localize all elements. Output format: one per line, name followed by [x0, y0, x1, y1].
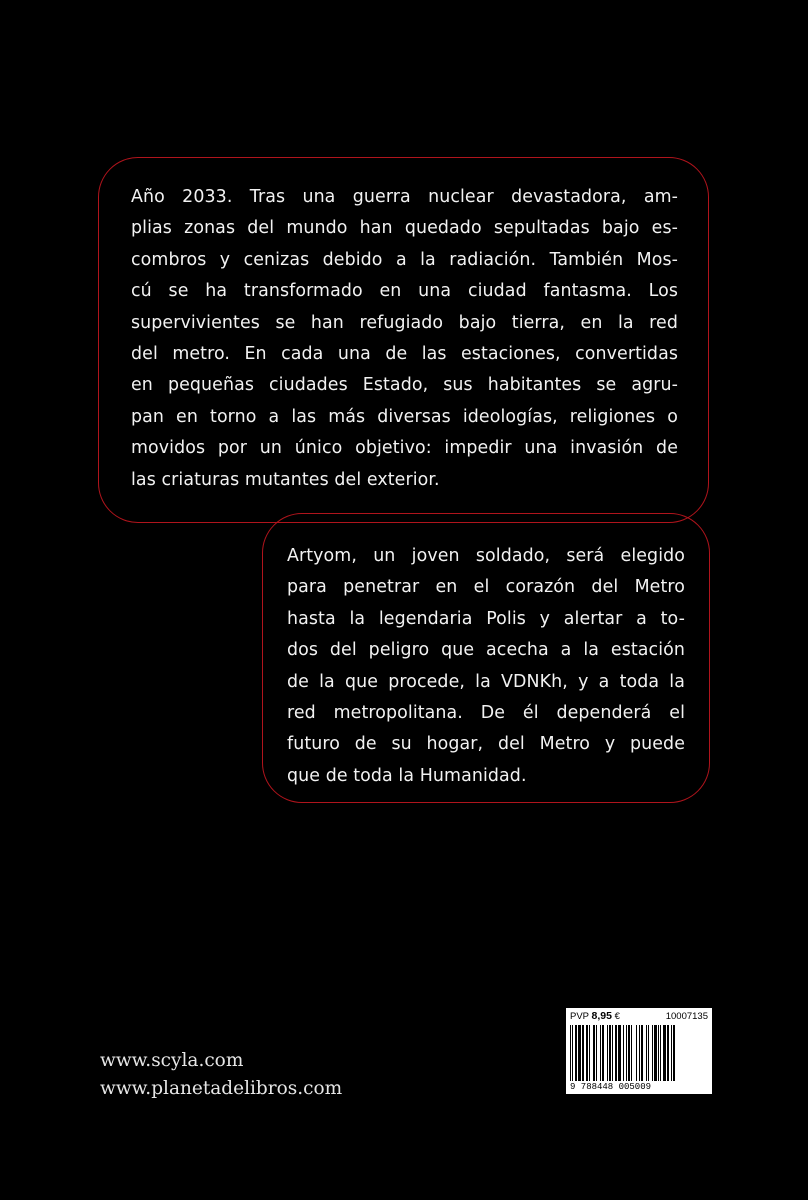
isbn-barcode [566, 1008, 712, 1094]
synopsis-paragraph-1 [131, 182, 678, 496]
isbn-number [570, 1082, 708, 1092]
isbn-digits: 9 788448 005009 [570, 1082, 652, 1092]
text-line: Artyom, un joven soldado, será elegido [287, 546, 685, 566]
website-scyla: www.scyla.com [100, 1050, 244, 1071]
text-line: del metro. En cada una de las estaciones, convertidas [131, 344, 678, 365]
text-line: pan en torno a las más diversas ideologías, religiones o [131, 406, 678, 427]
product-code: 10007135 [665, 1011, 708, 1022]
pvp-label: PVP [570, 1011, 589, 1022]
text-line: para penetrar en el corazón del Metro [287, 577, 685, 598]
text-line: que de toda la Humanidad. [287, 765, 527, 786]
barcode-bar [673, 1025, 675, 1081]
text-line: cú se ha transformado en una ciudad fantasma. Los [131, 281, 678, 302]
text-line: red metropolitana. De él dependerá el [287, 703, 685, 724]
text-line: las criaturas mutantes del exterior. [131, 469, 440, 490]
text-line: dos del peligro que acecha a la estación [287, 640, 685, 661]
price-value: 8,95 [591, 1010, 612, 1022]
synopsis-box-2 [262, 513, 710, 803]
price-tag [570, 1011, 620, 1022]
text-line: futuro de su hogar, del Metro y puede [287, 734, 685, 755]
currency: € [614, 1011, 620, 1022]
barcode-bars [570, 1025, 708, 1081]
publisher-websites [100, 1047, 342, 1103]
text-line: movidos por un único objetivo: impedir una invasión de [131, 438, 678, 459]
text-line: Año 2033. Tras una guerra nuclear devastadora, am- [131, 187, 678, 207]
synopsis-paragraph-2 [287, 541, 685, 792]
text-line: de la que procede, la VDNKh, y a toda la [287, 671, 685, 692]
text-line: supervivientes se han refugiado bajo tierra, en la red [131, 312, 678, 333]
text-line: combros y cenizas debido a la radiación. También Mos- [131, 249, 678, 270]
text-line: plias zonas del mundo han quedado sepultadas bajo es- [131, 218, 678, 239]
text-line: hasta la legendaria Polis y alertar a to- [287, 608, 685, 629]
website-planetadelibros: www.planetadelibros.com [100, 1078, 343, 1099]
price-row [570, 1011, 708, 1022]
synopsis-box-1 [98, 157, 709, 523]
text-line: en pequeñas ciudades Estado, sus habitantes se agru- [131, 375, 678, 396]
